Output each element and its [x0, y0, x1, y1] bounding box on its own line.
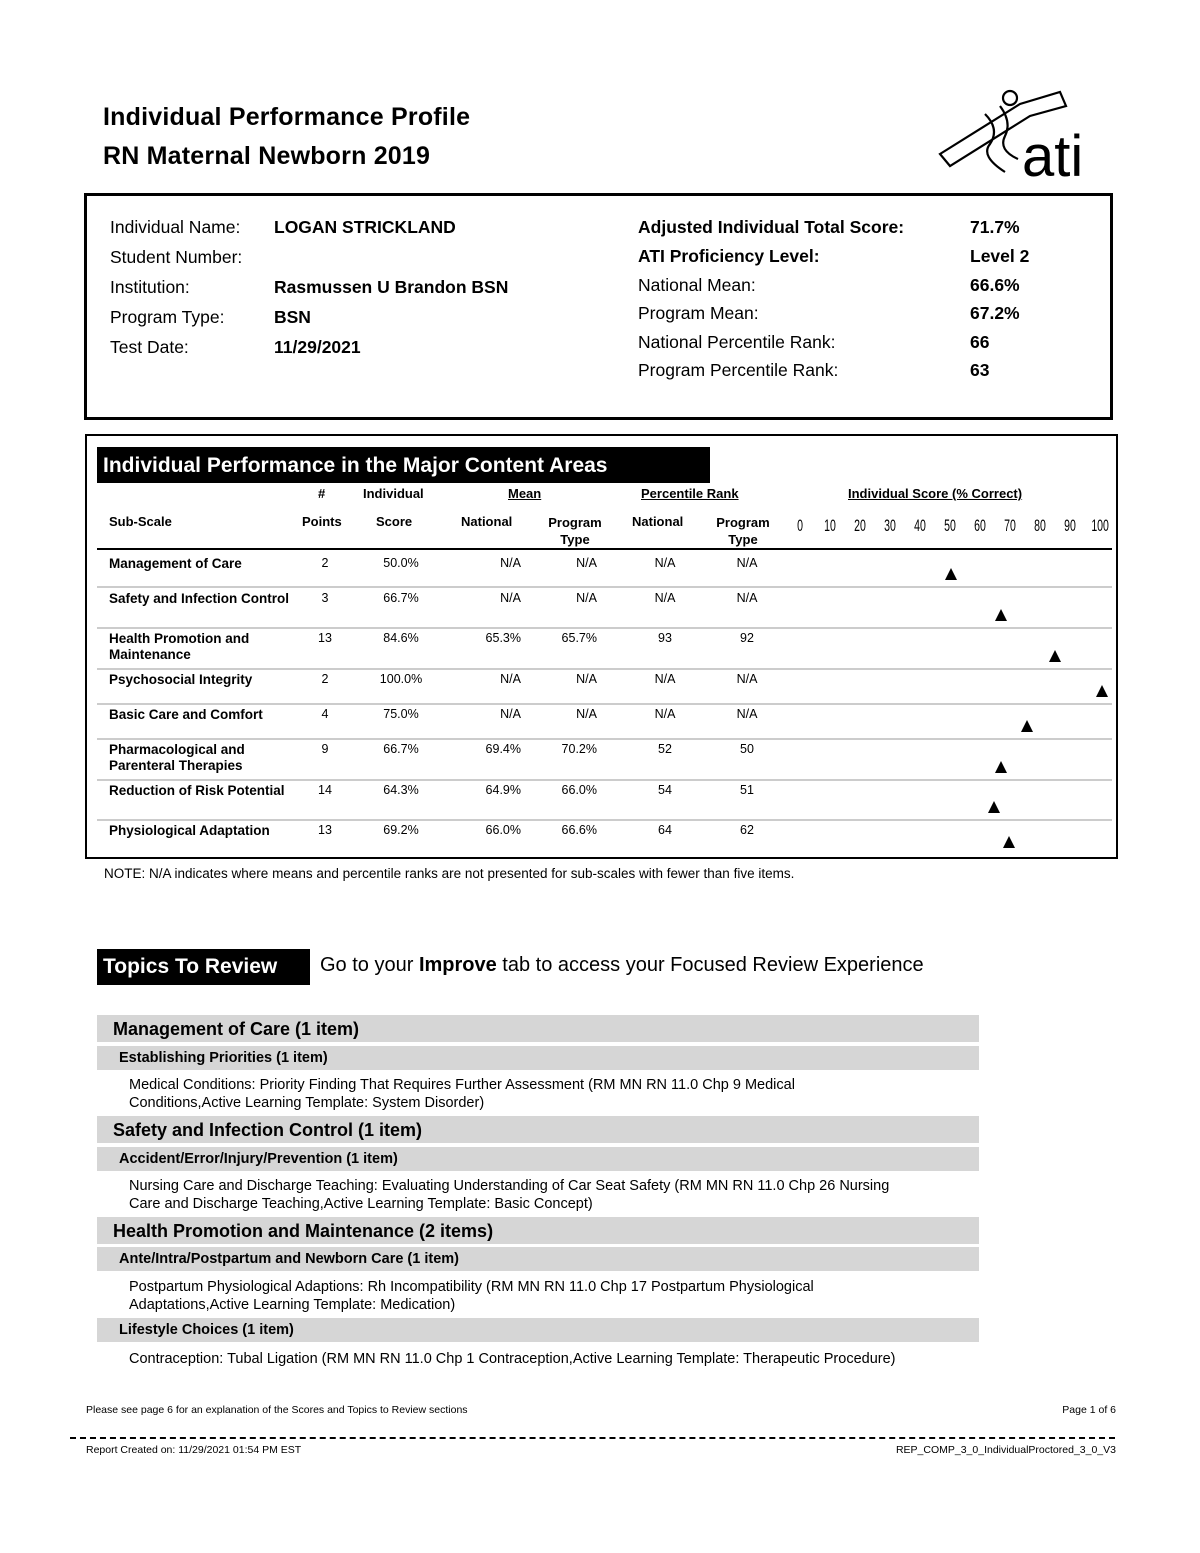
axis-tick-60: 60 — [974, 516, 986, 535]
topic-line-1: Nursing Care and Discharge Teaching: Evaluating Understanding of Car Seat Safety (RM MN RN 11.0 Chp 26 Nursing — [129, 1178, 890, 1194]
mean-national-value: N/A — [500, 591, 521, 605]
axis-tick-90: 90 — [1064, 516, 1076, 535]
axis-tick-30: 30 — [884, 516, 896, 535]
subscale-name: Basic Care and Comfort — [109, 707, 263, 722]
program-type-label: Program Type: — [110, 307, 225, 327]
percentile-national-value: N/A — [654, 672, 676, 686]
score-marker — [1096, 685, 1108, 697]
score-header: Score — [376, 514, 413, 529]
score-value: 64.3% — [383, 783, 419, 797]
program-mean-value: 67.2% — [970, 303, 1020, 323]
topic-subsection-priorities: Establishing Priorities (1 item) — [97, 1046, 979, 1070]
row-divider — [97, 779, 1112, 781]
topic-line-2: Adaptations,Active Learning Template: Medication) — [129, 1297, 456, 1313]
percentile-rank-header: Percentile Rank — [641, 486, 739, 501]
individual-header: Individual — [363, 486, 424, 501]
institution-value: Rasmussen U Brandon BSN — [274, 277, 509, 297]
topic-section-health-promotion: Health Promotion and Maintenance (2 items) — [97, 1217, 979, 1244]
score-value: 84.6% — [383, 631, 419, 645]
percentile-national-value: N/A — [654, 591, 676, 605]
percentile-program-value: 51 — [740, 783, 754, 797]
performance-banner: Individual Performance in the Major Content Areas — [97, 447, 710, 483]
proficiency-value: Level 2 — [970, 246, 1030, 266]
row-divider — [97, 819, 1112, 821]
ati-logo — [930, 84, 1110, 184]
score-marker — [995, 761, 1007, 773]
institution-label: Institution: — [110, 277, 190, 297]
program-percentile-value: 63 — [970, 360, 990, 380]
topic-line-2: Care and Discharge Teaching,Active Learning Template: Basic Concept) — [129, 1196, 593, 1212]
row-divider — [97, 703, 1112, 705]
mean-national-header: National — [461, 514, 513, 529]
percentile-program-value: 50 — [740, 742, 754, 756]
points-value: 2 — [321, 556, 329, 570]
percentile-national-header: National — [632, 514, 684, 529]
percentile-program-value: 62 — [740, 823, 754, 837]
points-value: 13 — [318, 823, 332, 837]
program-type-value: BSN — [274, 307, 311, 327]
student-number-label: Student Number: — [110, 247, 243, 267]
row-divider — [97, 668, 1112, 670]
mean-national-value: 64.9% — [485, 783, 521, 797]
type-label: Type — [560, 532, 590, 547]
mean-national-value: 66.0% — [485, 823, 521, 837]
score-marker — [945, 568, 957, 580]
topic-subsection-accident: Accident/Error/Injury/Prevention (1 item) — [97, 1147, 979, 1171]
subscale-name: Management of Care — [109, 556, 242, 571]
footer-explanation: Please see page 6 for an explanation of the Scores and Topics to Review sections — [86, 1404, 468, 1416]
report-created: Report Created on: 11/29/2021 01:54 PM EST — [86, 1444, 302, 1456]
percentile-program-value: N/A — [736, 556, 758, 570]
axis-tick-40: 40 — [914, 516, 926, 535]
score-marker — [988, 801, 1000, 813]
mean-national-value: N/A — [500, 556, 521, 570]
national-mean-value: 66.6% — [970, 275, 1020, 295]
topic-item-tubal-ligation: Contraception: Tubal Ligation (RM MN RN 11.0 Chp 1 Contraception,Active Learning Template: Therapeutic Procedure) — [129, 1351, 896, 1367]
subscale-name: Safety and Infection Control — [109, 591, 290, 606]
axis-tick-80: 80 — [1034, 516, 1046, 535]
mean-program-value: 70.2% — [561, 742, 597, 756]
score-chart-header: Individual Score (% Correct) — [848, 486, 1023, 501]
instruction-pre: Go to your — [320, 954, 419, 976]
subscale-name: Physiological Adaptation — [109, 823, 270, 838]
percentile-national-value: N/A — [654, 556, 676, 570]
topic-subsection-newborn-care: Ante/Intra/Postpartum and Newborn Care (1 item) — [97, 1247, 979, 1271]
program-percentile-label: Program Percentile Rank: — [638, 360, 839, 380]
score-value: 69.2% — [383, 823, 419, 837]
mean-program-value: N/A — [576, 672, 597, 686]
mean-program-type-header — [545, 514, 605, 548]
na-note: NOTE: N/A indicates where means and percentile ranks are not presented for sub-scales with fewer than five items. — [104, 866, 795, 881]
mean-program-value: N/A — [576, 591, 597, 605]
points-value: 14 — [318, 783, 332, 797]
points-value: 3 — [321, 591, 329, 605]
axis-tick-70: 70 — [1004, 516, 1016, 535]
mean-national-value: 69.4% — [485, 742, 521, 756]
topic-section-management: Management of Care (1 item) — [97, 1015, 979, 1042]
percentile-program-value: 92 — [740, 631, 754, 645]
test-date-value: 11/29/2021 — [274, 337, 361, 357]
national-percentile-label: National Percentile Rank: — [638, 332, 836, 352]
subscale-name: Reduction of Risk Potential — [109, 783, 285, 798]
national-percentile-value: 66 — [970, 332, 990, 352]
hash-header: # — [318, 486, 326, 501]
logo-text: ati — [1022, 124, 1084, 184]
score-marker — [1003, 836, 1015, 848]
points-value: 4 — [321, 707, 329, 721]
topic-line-2: Conditions,Active Learning Template: System Disorder) — [129, 1095, 485, 1111]
percentile-national-value: 54 — [658, 783, 672, 797]
name-value: LOGAN STRICKLAND — [274, 217, 456, 237]
percentile-national-value: 93 — [658, 631, 672, 645]
topic-section-safety: Safety and Infection Control (1 item) — [97, 1116, 979, 1143]
adjusted-score-value: 71.7% — [970, 217, 1020, 237]
assessment-name: RN Maternal Newborn 2019 — [103, 142, 431, 170]
topic-line-1: Medical Conditions: Priority Finding That Requires Further Assessment (RM MN RN 11.0 Chp 9 Medical — [129, 1077, 795, 1093]
axis-tick-100: 100 — [1091, 516, 1109, 535]
mean-program-value: 66.0% — [561, 783, 597, 797]
program-label: Program — [716, 515, 770, 530]
percentile-national-value: 64 — [658, 823, 672, 837]
score-marker — [995, 609, 1007, 621]
percentile-national-value: N/A — [654, 707, 676, 721]
table-header-rule — [97, 548, 1112, 550]
instruction-post: tab to access your Focused Review Experience — [496, 954, 924, 976]
row-divider — [97, 738, 1112, 740]
program-label: Program — [548, 515, 602, 530]
subscale-name: Health Promotion and Maintenance — [109, 631, 250, 662]
national-mean-label: National Mean: — [638, 275, 756, 295]
score-value: 75.0% — [383, 707, 419, 721]
mean-national-value: 65.3% — [485, 631, 521, 645]
topic-item-rh-incompatibility — [129, 1278, 959, 1314]
points-value: 2 — [321, 672, 329, 686]
axis-tick-0: 0 — [797, 516, 803, 535]
mean-national-value: N/A — [500, 707, 521, 721]
percentile-program-value: N/A — [736, 672, 758, 686]
report-code: REP_COMP_3_0_IndividualProctored_3_0_V3 — [895, 1444, 1116, 1456]
points-value: 9 — [321, 742, 329, 756]
footer-divider — [70, 1437, 1115, 1439]
proficiency-label: ATI Proficiency Level: — [638, 246, 820, 266]
type-label: Type — [728, 532, 758, 547]
points-header: Points — [302, 514, 342, 529]
report-title: Individual Performance Profile — [103, 103, 471, 131]
name-label: Individual Name: — [110, 217, 241, 237]
program-mean-label: Program Mean: — [638, 303, 759, 323]
subscale-name: Pharmacological and Parenteral Therapies — [109, 742, 245, 773]
topic-item-car-seat — [129, 1177, 959, 1213]
row-divider — [97, 586, 1112, 588]
adjusted-score-label: Adjusted Individual Total Score: — [638, 217, 905, 237]
axis-tick-20: 20 — [854, 516, 866, 535]
score-marker — [1049, 650, 1061, 662]
score-value: 66.7% — [383, 591, 419, 605]
mean-program-value: N/A — [576, 556, 597, 570]
percentile-national-value: 52 — [658, 742, 672, 756]
topic-subsection-lifestyle: Lifestyle Choices (1 item) — [97, 1318, 979, 1342]
score-value: 50.0% — [383, 556, 419, 570]
test-date-label: Test Date: — [110, 337, 189, 357]
mean-program-value: 66.6% — [561, 823, 597, 837]
percentile-program-type-header — [713, 514, 773, 548]
topics-instruction — [320, 954, 924, 977]
subscale-header: Sub-Scale — [109, 514, 172, 529]
topic-item-priority-finding — [129, 1076, 959, 1112]
score-marker — [1021, 720, 1033, 732]
topics-banner: Topics To Review — [97, 949, 310, 985]
percentile-program-value: N/A — [736, 591, 758, 605]
points-value: 13 — [318, 631, 332, 645]
mean-national-value: N/A — [500, 672, 521, 686]
percentile-program-value: N/A — [736, 707, 758, 721]
mean-program-value: 65.7% — [561, 631, 597, 645]
mean-header: Mean — [508, 486, 542, 501]
subscale-name: Psychosocial Integrity — [109, 672, 253, 687]
mean-program-value: N/A — [576, 707, 597, 721]
improve-tab-link[interactable]: Improve — [418, 954, 497, 976]
page-number: Page 1 of 6 — [1062, 1404, 1116, 1416]
row-divider — [97, 627, 1112, 629]
score-value: 66.7% — [383, 742, 419, 756]
axis-tick-50: 50 — [944, 516, 956, 535]
axis-tick-10: 10 — [824, 516, 836, 535]
score-value: 100.0% — [379, 672, 423, 686]
topic-line-1: Postpartum Physiological Adaptions: Rh Incompatibility (RM MN RN 11.0 Chp 17 Postpartum Physiological — [129, 1279, 814, 1295]
